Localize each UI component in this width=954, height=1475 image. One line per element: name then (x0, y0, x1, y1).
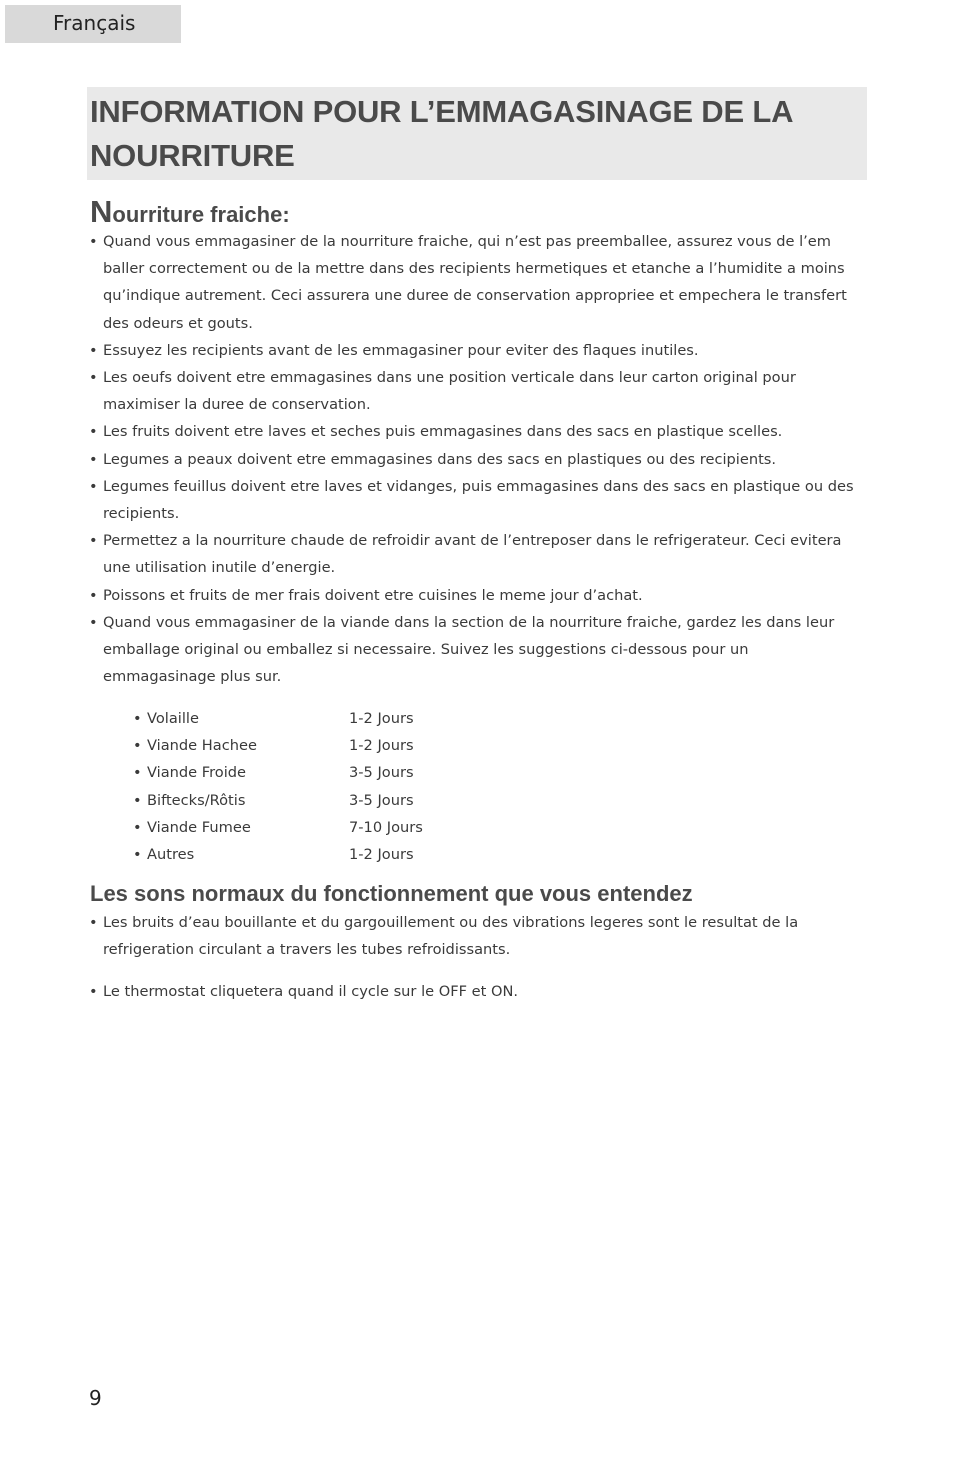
page-number: 9 (89, 1386, 102, 1410)
fresh-food-heading-initial: N (90, 194, 113, 229)
table-row: • Biftecks/Rôtis 3-5 Jours (133, 787, 423, 814)
meat-duration: 7-10 Jours (349, 818, 423, 836)
list-item: • Permettez a la nourriture chaude de refroidir avant de l’entreposer dans le refrigerateur. Ceci evitera une utilisation inutile d’energie. (89, 527, 859, 581)
meat-duration: 3-5 Jours (349, 764, 414, 782)
table-row: • Viande Hachee 1-2 Jours (133, 732, 423, 759)
table-row: • Autres 1-2 Jours (133, 841, 423, 868)
meat-duration: 1-2 Jours (349, 737, 414, 755)
list-item: • Le thermostat cliquetera quand il cycle sur le OFF et ON. (89, 978, 859, 1005)
list-item: • Les fruits doivent etre laves et seches puis emmagasines dans des sacs en plastique scelles. (89, 418, 859, 445)
list-item: • Quand vous emmagasiner de la nourriture fraiche, qui n’est pas preemballee, assurez vous de l’em baller correctement ou de la mettre dans des recipients hermetiques et etanche a l’humidite a moins qu’indique autrement. Ceci assurera une duree de conservation appropriee et empechera le transfert des odeurs et gouts. (89, 228, 859, 337)
meat-item: Viande Hachee (147, 737, 257, 755)
fresh-food-list (89, 228, 859, 690)
table-row: • Viande Froide 3-5 Jours (133, 759, 423, 786)
list-item: • Les oeufs doivent etre emmagasines dans une position verticale dans leur carton original pour maximiser la duree de conservation. (89, 364, 859, 418)
meat-duration: 1-2 Jours (349, 846, 414, 864)
normal-sounds-list (89, 909, 859, 1006)
meat-item: Viande Froide (147, 764, 247, 782)
list-item: • Legumes a peaux doivent etre emmagasines dans des sacs en plastiques ou des recipients. (89, 446, 859, 473)
language-tab: Français (5, 5, 181, 43)
meat-duration: 1-2 Jours (349, 710, 414, 727)
meat-item: Volaille (147, 710, 199, 727)
list-item: • Poissons et fruits de mer frais doivent etre cuisines le meme jour d’achat. (89, 582, 859, 609)
normal-sounds-heading: Les sons normaux du fonctionnement que vous entendez (90, 881, 693, 906)
page-title: INFORMATION POUR L’EMMAGASINAGE DE LA NOURRITURE (90, 94, 793, 173)
list-item: • Legumes feuillus doivent etre laves et vidanges, puis emmagasines dans des sacs en plastique ou des recipients. (89, 473, 859, 527)
meat-item: Biftecks/Rôtis (147, 791, 246, 809)
fresh-food-heading-text: ourriture fraiche: (112, 202, 290, 227)
table-row: • Viande Fumee 7-10 Jours (133, 814, 423, 841)
meat-item: Autres (147, 846, 195, 864)
list-item: • Quand vous emmagasiner de la viande dans la section de la nourriture fraiche, gardez les dans leur emballage original ou emballez si necessaire. Suivez les suggestions ci-dessous pour un emmagasinage plus sur. (89, 609, 859, 691)
list-item: • Les bruits d’eau bouillante et du gargouillement ou des vibrations legeres sont le resultat de la refrigeration circulant a travers les tubes refroidissants. (89, 909, 859, 963)
meat-duration: 3-5 Jours (349, 791, 414, 809)
table-row: • Volaille 1-2 Jours (133, 705, 423, 732)
title-band (87, 87, 867, 180)
meat-item: Viande Fumee (147, 818, 251, 836)
meat-storage-table (133, 705, 423, 868)
list-item: • Essuyez les recipients avant de les emmagasiner pour eviter des flaques inutiles. (89, 337, 859, 364)
